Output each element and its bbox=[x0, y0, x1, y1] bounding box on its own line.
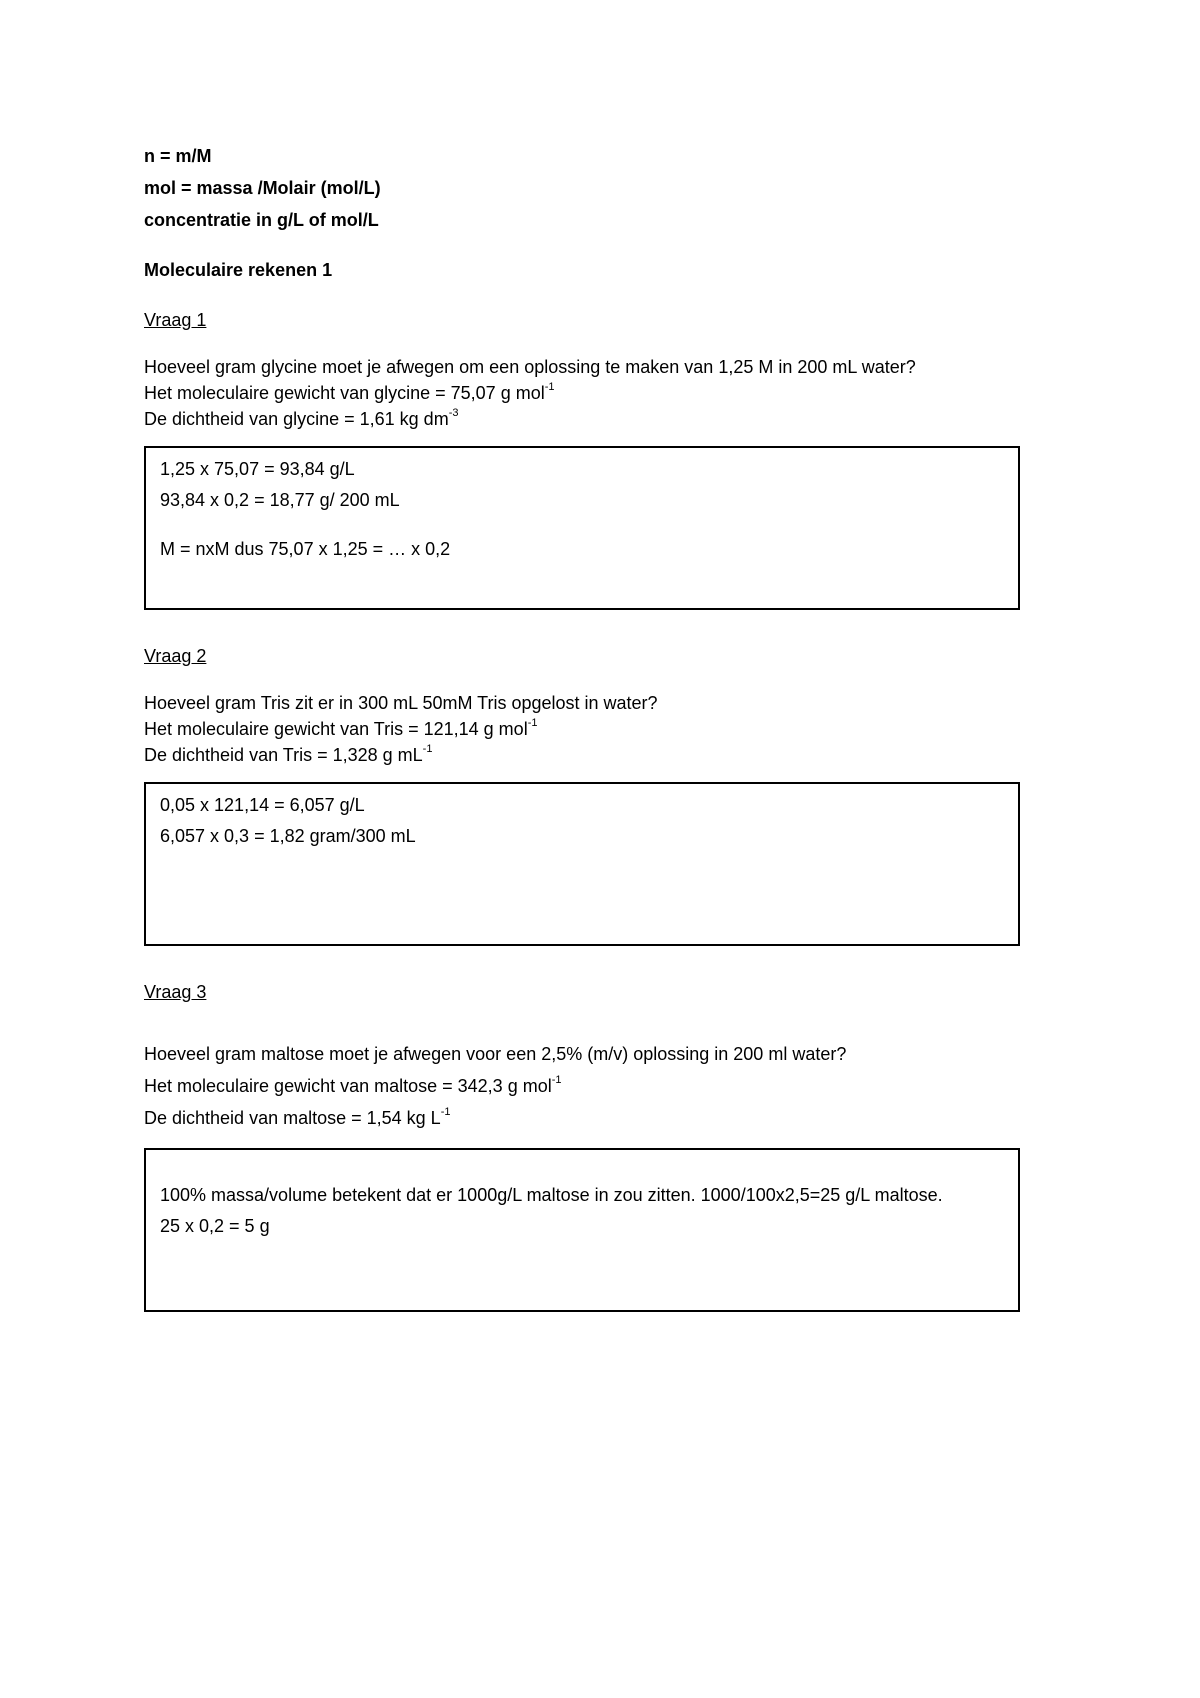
q1-answer-line-3: M = nxM dus 75,07 x 1,25 = … x 0,2 bbox=[160, 539, 451, 559]
q3-density-text: De dichtheid van maltose = 1,54 kg L bbox=[144, 1108, 441, 1128]
q3-molecular-weight bbox=[144, 1070, 1034, 1102]
formula-line-3: concentratie in g/L of mol/L bbox=[144, 210, 379, 230]
section-title: Moleculaire rekenen 1 bbox=[144, 260, 333, 280]
q1-molecular-weight bbox=[144, 380, 1034, 406]
q3-density bbox=[144, 1102, 1034, 1134]
q2-density-exponent: -1 bbox=[422, 743, 433, 755]
q3-heading: Vraag 3 bbox=[144, 982, 207, 1002]
q3-answer-line-2: 25 x 0,2 = 5 g bbox=[160, 1216, 270, 1236]
formula-line-2: mol = massa /Molair (mol/L) bbox=[144, 178, 381, 198]
q1-answer-line-1: 1,25 x 75,07 = 93,84 g/L bbox=[160, 459, 355, 479]
q3-mw-exponent: -1 bbox=[551, 1074, 562, 1086]
q1-question: Hoeveel gram glycine moet je afwegen om een oplossing te maken van 1,25 M in 200 mL water? bbox=[144, 357, 916, 377]
q3-mw-text: Het moleculaire gewicht van maltose = 342,3 g mol bbox=[144, 1076, 552, 1096]
q2-answer-line-1: 0,05 x 121,14 = 6,057 g/L bbox=[160, 795, 365, 815]
q1-answer-box bbox=[144, 446, 1020, 610]
q1-heading: Vraag 1 bbox=[144, 310, 207, 330]
q2-heading: Vraag 2 bbox=[144, 646, 207, 666]
q2-molecular-weight bbox=[144, 716, 1034, 742]
formula-line-1: n = m/M bbox=[144, 146, 212, 166]
q1-density bbox=[144, 406, 1034, 432]
q3-density-exponent: -1 bbox=[440, 1106, 451, 1118]
q2-density-text: De dichtheid van Tris = 1,328 g mL bbox=[144, 745, 423, 765]
q3-question: Hoeveel gram maltose moet je afwegen voor een 2,5% (m/v) oplossing in 200 ml water? bbox=[144, 1044, 847, 1064]
q2-density bbox=[144, 742, 1034, 768]
q1-density-exponent: -3 bbox=[448, 407, 459, 419]
document-page bbox=[144, 140, 1034, 1312]
q2-answer-box bbox=[144, 782, 1020, 946]
q3-answer-box bbox=[144, 1148, 1020, 1312]
q1-mw-exponent: -1 bbox=[544, 381, 555, 393]
q1-mw-text: Het moleculaire gewicht van glycine = 75,07 g mol bbox=[144, 383, 545, 403]
q1-density-text: De dichtheid van glycine = 1,61 kg dm bbox=[144, 409, 449, 429]
q2-answer-line-2: 6,057 x 0,3 = 1,82 gram/300 mL bbox=[160, 826, 416, 846]
q2-mw-text: Het moleculaire gewicht van Tris = 121,14 g mol bbox=[144, 719, 528, 739]
q3-answer-line-1: 100% massa/volume betekent dat er 1000g/L maltose in zou zitten. 1000/100x2,5=25 g/L maltose. bbox=[160, 1185, 943, 1205]
q1-answer-line-2: 93,84 x 0,2 = 18,77 g/ 200 mL bbox=[160, 490, 400, 510]
q2-mw-exponent: -1 bbox=[527, 717, 538, 729]
q2-question: Hoeveel gram Tris zit er in 300 mL 50mM Tris opgelost in water? bbox=[144, 693, 658, 713]
